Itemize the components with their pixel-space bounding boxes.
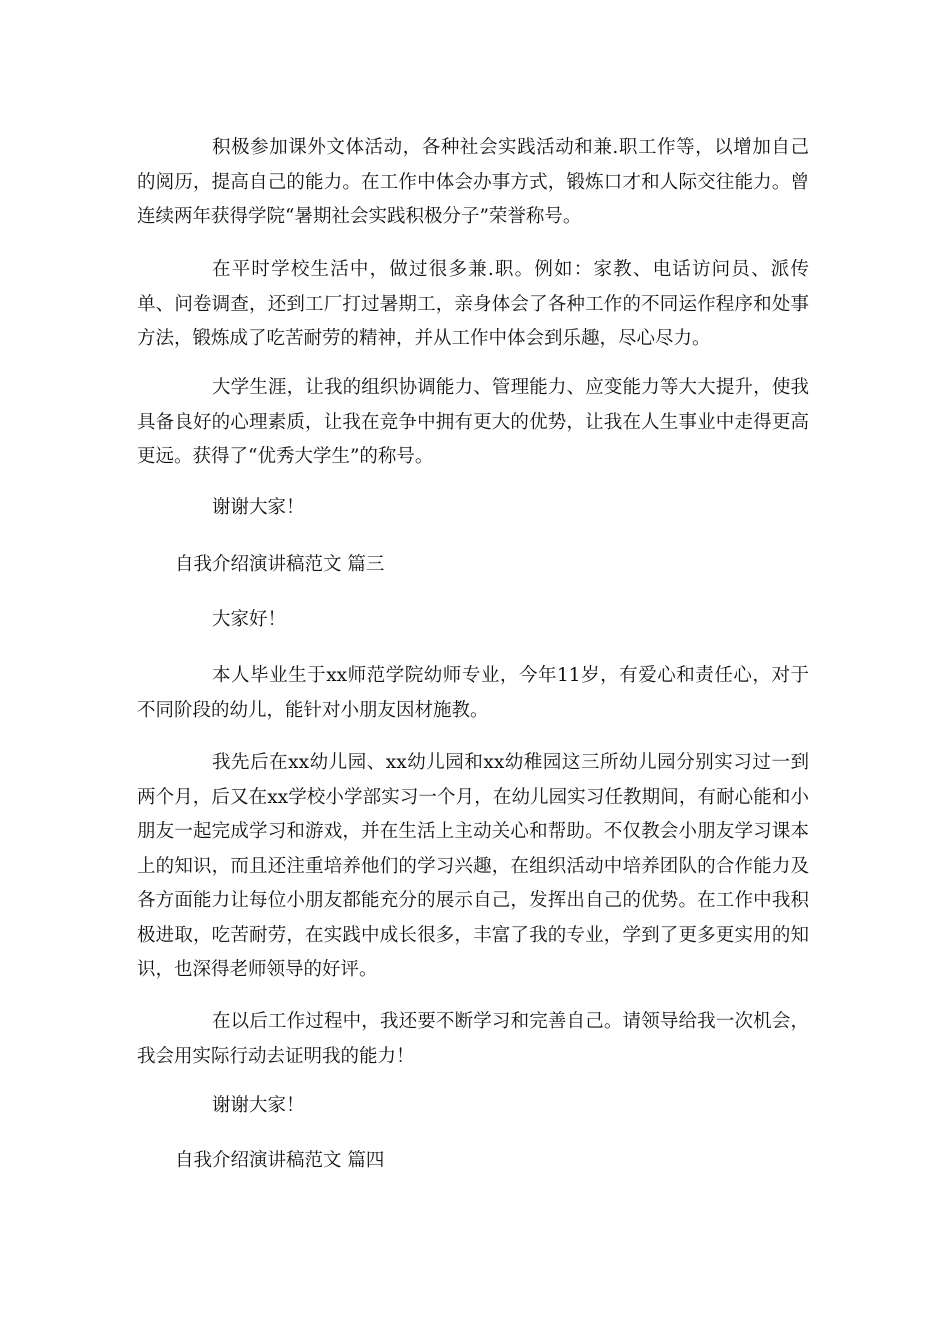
paragraph-future-work: 在以后工作过程中，我还要不断学习和完善自己。请领导给我一次机会，我会用实际行动去证明我的能力！ [137,1011,809,1067]
paragraph-university-life: 大学生涯，让我的组织协调能力、管理能力、应变能力等大大提升，使我具备良好的心理素质，让我在竞争中拥有更大的优势，让我在人生事业中走得更高更远。获得了“优秀大学生”的称号。 [137,377,809,467]
section-heading-part-three: 自我介绍演讲稿范文 篇三 [175,554,385,575]
section-heading-part-four: 自我介绍演讲稿范文 篇四 [175,1150,385,1171]
thanks-line-1: 谢谢大家！ [212,497,305,518]
paragraph-graduate-intro: 本人毕业生于xx师范学院幼师专业，今年11岁，有爱心和责任心，对于不同阶段的幼儿，能针对小朋友因材施教。 [137,665,809,721]
greeting-line: 大家好！ [212,609,287,630]
paragraph-internship: 我先后在xx幼儿园、xx幼儿园和xx幼稚园这三所幼儿园分别实习过一到两个月，后又在xx学校小学部实习一个月，在幼儿园实习任教期间，有耐心能和小朋友一起完成学习和游戏，并在生活上主动关心和帮助。不仅教会小朋友学习课本上的知识，而且还注重培养他们的学习兴趣，在组织活动中培养团队的合作能力及各方面能力让每位小朋友都能充分的展示自己，发挥出自己的优势。在工作中我积极进取，吃苦耐劳，在实践中成长很多，丰富了我的专业，学到了更多更实用的知识，也深得老师领导的好评。 [137,752,809,980]
thanks-line-2: 谢谢大家！ [212,1095,305,1116]
paragraph-part-time-jobs: 在平时学校生活中，做过很多兼.职。例如：家教、电话访问员、派传单、问卷调查，还到工厂打过暑期工，亲身体会了各种工作的不同运作程序和处事方法，锻炼成了吃苦耐劳的精神，并从工作中体会到乐趣，尽心尽力。 [137,259,809,349]
paragraph-extracurricular: 积极参加课外文体活动，各种社会实践活动和兼.职工作等，以增加自己的阅历，提高自己的能力。在工作中体会办事方式，锻炼口才和人际交往能力。曾连续两年获得学院“暑期社会实践积极分子”荣誉称号。 [137,137,809,227]
